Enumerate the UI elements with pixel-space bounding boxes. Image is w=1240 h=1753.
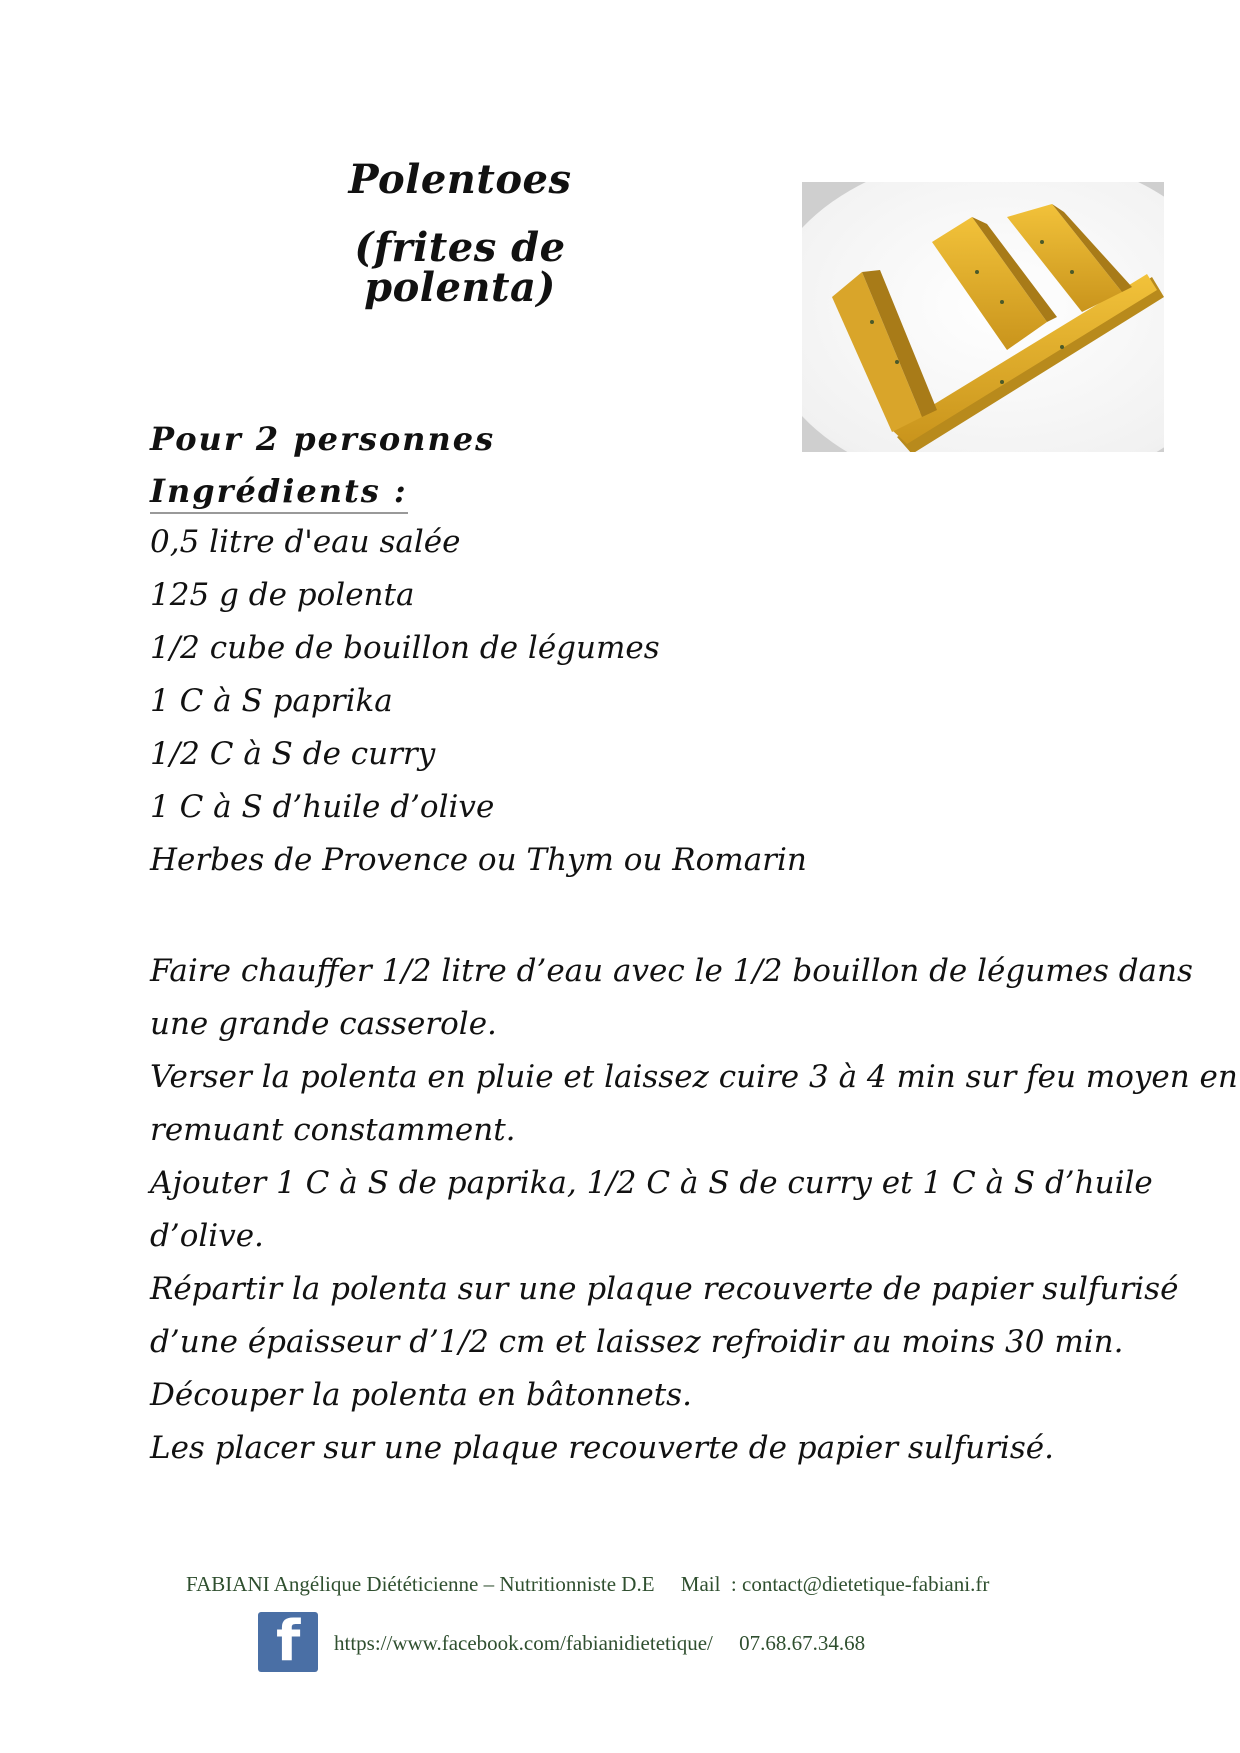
servings-heading: Pour 2 personnes	[150, 420, 496, 458]
ingredient-item: 0,5 litre d'eau salée	[150, 524, 461, 560]
ingredient-item: 1 C à S paprika	[150, 683, 393, 719]
step-line: Les placer sur une plaque recouverte de papier sulfurisé.	[150, 1430, 1054, 1466]
step-line: d’olive.	[150, 1218, 264, 1254]
step-line: remuant constamment.	[150, 1112, 516, 1148]
ingredient-item: 1/2 C à S de curry	[150, 736, 436, 772]
recipe-subtitle: (frites de polenta)	[354, 224, 566, 311]
step-line: Verser la polenta en pluie et laissez cuire 3 à 4 min sur feu moyen en	[150, 1059, 1238, 1095]
footer-contact: FABIANI Angélique Diététicienne – Nutritionniste D.E Mail : contact@dietetique-fabiani.fr	[186, 1572, 990, 1596]
step-line: Ajouter 1 C à S de paprika, 1/2 C à S de curry et 1 C à S d’huile	[150, 1165, 1153, 1201]
preparation-steps	[150, 945, 1238, 1475]
ingredient-item: Herbes de Provence ou Thym ou Romarin	[150, 842, 807, 878]
ingredients-heading: Ingrédients :	[150, 472, 408, 514]
ingredient-item: 125 g de polenta	[150, 577, 415, 613]
recipe-title: Polentoes	[348, 156, 572, 203]
footer-facebook-phone[interactable]: https://www.facebook.com/fabianidietetique/ 07.68.67.34.68	[334, 1631, 866, 1655]
step-line: Découper la polenta en bâtonnets.	[150, 1377, 692, 1413]
step-line: Répartir la polenta sur une plaque recouverte de papier sulfurisé	[150, 1271, 1179, 1307]
step-line: d’une épaisseur d’1/2 cm et laissez refroidir au moins 30 min.	[150, 1324, 1124, 1360]
ingredient-item: 1 C à S d’huile d’olive	[150, 789, 495, 825]
polenta-fries-photo	[802, 182, 1164, 452]
step-line: une grande casserole.	[150, 1006, 497, 1042]
ingredient-item: 1/2 cube de bouillon de légumes	[150, 630, 660, 666]
facebook-icon[interactable]: f	[258, 1612, 318, 1672]
step-line: Faire chauffer 1/2 litre d’eau avec le 1/2 bouillon de légumes dans	[150, 953, 1193, 989]
